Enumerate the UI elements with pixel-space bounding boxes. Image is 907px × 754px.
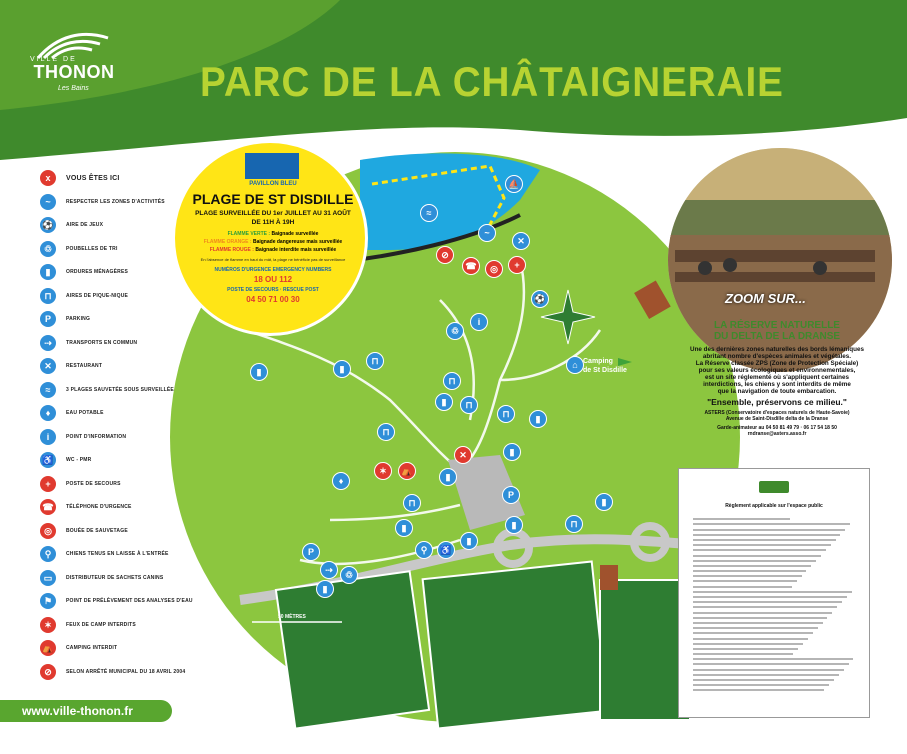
reserve-description-line: est un site réglementé où s'appliquent certaines (705, 374, 849, 381)
emergency-phone-icon: ☎ (462, 257, 480, 275)
legend-label: PARKING (66, 316, 91, 322)
legend-icon: ☎ (40, 499, 56, 515)
reserve-description-line: que la navigation de toute embarcation. (717, 388, 837, 395)
reserve-info-panel (672, 320, 882, 437)
sports-field-3 (600, 580, 690, 720)
legend-label: RESPECTER LES ZONES D'ACTIVITÉS (66, 198, 165, 205)
rules-text-line (693, 612, 832, 614)
rules-text-line (693, 658, 853, 660)
restaurant-icon: ✕ (512, 232, 530, 250)
rules-text-line (693, 549, 826, 551)
legend-label: POSTE DE SECOURS (66, 480, 121, 487)
rules-text-line (693, 555, 821, 557)
wc-pmr-icon: ♿ (437, 541, 455, 559)
legend-label: FEUX DE CAMP INTERDITS (66, 621, 136, 628)
blue-flag-icon (245, 153, 299, 179)
legend-icon: ♿ (40, 452, 56, 468)
rules-text-line (693, 544, 831, 546)
beach-hours-line1: PLAGE SURVEILLÉE DU 1er JUILLET AU 31 AOÛT (195, 210, 351, 217)
camping-icon: ⌂ (566, 356, 584, 374)
logo-city: THONON (33, 62, 115, 82)
legend-label: AIRES DE PIQUE-NIQUE (66, 292, 129, 299)
legend-icon: ▭ (40, 570, 56, 586)
rules-text-line (693, 529, 845, 531)
legend-icon: x (40, 170, 56, 186)
reserve-contact-4: rndranse@asters.asso.fr (747, 431, 807, 437)
legend-item (40, 168, 120, 188)
rules-text-line (693, 648, 798, 650)
legend-icon: P (40, 311, 56, 327)
legend-label: POINT D'INFORMATION (66, 433, 127, 440)
rules-text-line (693, 689, 824, 691)
picnic-icon: ⊓ (460, 396, 478, 414)
rules-text-line (693, 627, 818, 629)
rules-text-line (693, 622, 823, 624)
picnic-icon: ⊓ (565, 515, 583, 533)
emergency-label: NUMÉROS D'URGENCE EMERGENCY NUMBERS (214, 267, 332, 273)
rules-text-line (693, 663, 849, 665)
flag-green-row: FLAMME VERTE : Baignade surveillée (227, 231, 319, 237)
legend-item (40, 309, 90, 329)
trash-icon: ▮ (595, 493, 613, 511)
restroom-icon: ⚲ (415, 541, 433, 559)
parking-icon: P (502, 486, 520, 504)
rules-text-line (693, 601, 842, 603)
rules-text-line (693, 560, 816, 562)
flag-note: En l'absence de flamme en haut du mât, la plage ne bénéficie pas de surveillance (200, 257, 346, 262)
city-logo (28, 30, 120, 100)
recycling-icon: ♲ (340, 566, 358, 584)
rescue-post-label: POSTE DE SECOURS · RESCUE POST (227, 287, 319, 293)
reserve-description (672, 346, 882, 395)
legend-label: TRANSPORTS EN COMMUN (66, 339, 138, 346)
you-are-here-icon: ✕ (454, 446, 472, 464)
info-point-icon: i (470, 313, 488, 331)
building-2 (600, 565, 618, 590)
legend-label: WC - PMR (66, 457, 92, 463)
rules-text-line (693, 518, 790, 520)
rules-text-line (693, 679, 834, 681)
legend-item (40, 568, 163, 588)
flag-orange-row: FLAMME ORANGE : Baignade dangereuse mais surveillée (203, 239, 343, 245)
beach-hours-line2: DE 11H À 19H (251, 219, 295, 226)
water-icon: ♦ (332, 472, 350, 490)
reserve-description-line: pour ses valeurs écologiques et environnementales, (698, 367, 856, 374)
beach-title: PLAGE DE ST DISDILLE (192, 191, 354, 207)
rules-text-line (693, 643, 803, 645)
picnic-icon: ⊓ (366, 352, 384, 370)
no-campfire-icon: ✶ (374, 462, 392, 480)
legend-item (40, 333, 137, 353)
picnic-icon: ⊓ (403, 494, 421, 512)
swimming-icon: ≈ (420, 204, 438, 222)
legend-icon: ⊘ (40, 664, 56, 680)
legend-item (40, 356, 102, 376)
legend-item (40, 497, 132, 517)
legend-item (40, 239, 118, 259)
legend-item (40, 521, 128, 541)
rescue-post-number: 04 50 71 00 30 (246, 295, 300, 304)
legend-label: RESTAURANT (66, 363, 103, 369)
rules-text-line (693, 632, 813, 634)
reserve-description-line: Une des dernières zones naturelles des bords lémaniques (690, 346, 864, 353)
flag-red-row: FLAMME ROUGE : Baignade interdite mais surveillée (209, 247, 337, 253)
legend-label: CAMPING INTERDIT (66, 645, 118, 651)
legend-item (40, 427, 126, 447)
legend-item (40, 262, 128, 282)
rules-text-line (693, 684, 829, 686)
legend-item (40, 403, 104, 423)
website-link[interactable]: www.ville-thonon.fr (22, 704, 133, 718)
legend-icon: ⚽ (40, 217, 56, 233)
legend-item (40, 638, 117, 658)
rules-logo (759, 481, 789, 493)
legend-label: EAU POTABLE (66, 410, 104, 416)
legend-icon: ⚲ (40, 546, 56, 562)
rules-text-line (693, 606, 837, 608)
legend-item (40, 474, 121, 494)
logo-tag: Les Bains (58, 85, 89, 92)
blue-flag-label: PAVILLON BLEU (249, 181, 297, 187)
boat-icon: ⛵ (505, 175, 523, 193)
reserve-title-1: LA RÉSERVE NATURELLE (714, 320, 840, 331)
rules-body-lines (693, 515, 855, 695)
rules-document (678, 468, 870, 718)
legend-label: BOUÉE DE SAUVETAGE (66, 527, 128, 534)
rules-text-line (693, 653, 793, 655)
legend-label: VOUS ÊTES ICI (66, 174, 120, 182)
legend-label: DISTRIBUTEUR DE SACHETS CANINS (66, 574, 164, 581)
legend-icon: ⚑ (40, 593, 56, 609)
beach-info-panel (172, 140, 368, 336)
legend-item (40, 662, 185, 682)
rules-text-line (693, 586, 792, 588)
legend-icon: ⊓ (40, 288, 56, 304)
rules-text-line (693, 565, 811, 567)
rules-text-line (693, 596, 847, 598)
legend-item (40, 450, 91, 470)
rules-text-line (693, 523, 850, 525)
picnic-icon: ⊓ (443, 372, 461, 390)
legend-icon: ≈ (40, 382, 56, 398)
trash-icon: ▮ (529, 410, 547, 428)
trash-icon: ▮ (439, 468, 457, 486)
reserve-contact-3: Garde-animateur au 04 50 81 49 79 · 06 17 54 18 50 (717, 425, 837, 431)
rules-text-line (693, 575, 802, 577)
reserve-description-line: interdictions, les chiens y sont interdits de même (703, 381, 851, 388)
legend-icon: ~ (40, 194, 56, 210)
legend-item (40, 591, 193, 611)
legend-icon: ✕ (40, 358, 56, 374)
rules-text-line (693, 638, 808, 640)
rules-text-line (693, 539, 836, 541)
legend-item (40, 380, 174, 400)
rules-text-line (693, 534, 840, 536)
trash-icon: ▮ (505, 516, 523, 534)
legend-icon: ♦ (40, 405, 56, 421)
lifebuoy-icon: ◎ (485, 260, 503, 278)
trash-icon: ▮ (333, 360, 351, 378)
zoom-badge: ZOOM SUR... (725, 291, 806, 306)
rules-text-line (693, 674, 839, 676)
picnic-icon: ⊓ (377, 423, 395, 441)
emergency-numbers: 18 OU 112 (253, 275, 293, 284)
bus-icon: ⇢ (320, 561, 338, 579)
legend-icon: + (40, 476, 56, 492)
legend-icon: ▮ (40, 264, 56, 280)
trash-icon: ▮ (503, 443, 521, 461)
first-aid-icon: + (508, 256, 526, 274)
trash-icon: ▮ (395, 519, 413, 537)
page-title: PARC DE LA CHÂTAIGNERAIE (200, 58, 784, 105)
reserve-contact-1: ASTERS (Conservatoire d'espaces naturels de Haute-Savoie) (704, 410, 850, 416)
parking-icon: P (302, 543, 320, 561)
legend-icon: ✶ (40, 617, 56, 633)
trash-icon: ▮ (316, 580, 334, 598)
reserve-description-line: abritant nombre d'espèces animales et végétales. (702, 353, 852, 360)
legend-item (40, 215, 103, 235)
legend-icon: ◎ (40, 523, 56, 539)
legend-label: 3 PLAGES SAUVETÉE SOUS SURVEILLÉE (66, 386, 174, 393)
rules-text-line (693, 617, 827, 619)
logo-pre: VILLE DE (30, 56, 77, 63)
reserve-slogan: "Ensemble, préservons ce milieu." (707, 397, 847, 407)
legend-label: POINT DE PRÉLÈVEMENT DES ANALYSES D'EAU (66, 598, 193, 604)
legend-item (40, 192, 165, 212)
legend-label: TÉLÉPHONE D'URGENCE (66, 504, 132, 510)
sports-field-1 (276, 571, 429, 728)
legend-icon: i (40, 429, 56, 445)
rules-text-line (693, 591, 852, 593)
legend-label: CHIENS TENUS EN LAISSE À L'ENTRÉE (66, 551, 169, 557)
reserve-title-2: DU DELTA DE LA DRANSE (713, 331, 841, 342)
reserve-description-line: La Réserve classée ZPS (Zone de Protection Spéciale) (695, 360, 859, 367)
rules-text-line (693, 570, 806, 572)
rules-text-line (693, 580, 797, 582)
camping-label-2: de St Disdille (583, 367, 627, 374)
camping-label: Camping (583, 358, 613, 365)
no-dogs-icon: ⊘ (436, 246, 454, 264)
legend-icon: ⇢ (40, 335, 56, 351)
trash-icon: ▮ (250, 363, 268, 381)
legend-item (40, 286, 128, 306)
rules-text-line (693, 669, 844, 671)
legend-item (40, 615, 136, 635)
picnic-icon: ⊓ (497, 405, 515, 423)
legend-label: ORDURES MÉNAGÈRES (66, 269, 129, 275)
no-camping-icon: ⛺ (398, 462, 416, 480)
legend-icon: ♲ (40, 241, 56, 257)
legend-label: POUBELLES DE TRI (66, 245, 118, 252)
legend-label: SELON ARRÊTÉ MUNICIPAL DU 18 AVRIL 2004 (66, 668, 186, 675)
playground-icon: ⚽ (531, 290, 549, 308)
legend-label: AIRE DE JEUX (66, 222, 104, 228)
scale-label: 50 MÈTRES (278, 614, 306, 620)
sports-field-2 (423, 562, 608, 729)
recycling-icon: ♲ (446, 322, 464, 340)
beach-activity-icon: ~ (478, 224, 496, 242)
legend-item (40, 544, 169, 564)
trash-icon: ▮ (460, 532, 478, 550)
rules-title: Règlement applicable sur l'espace public (725, 503, 823, 509)
reserve-contact-2: Avenue de Saint-Disdille delta de la Dranse (725, 416, 829, 422)
trash-icon: ▮ (435, 393, 453, 411)
legend-icon: ⛺ (40, 640, 56, 656)
